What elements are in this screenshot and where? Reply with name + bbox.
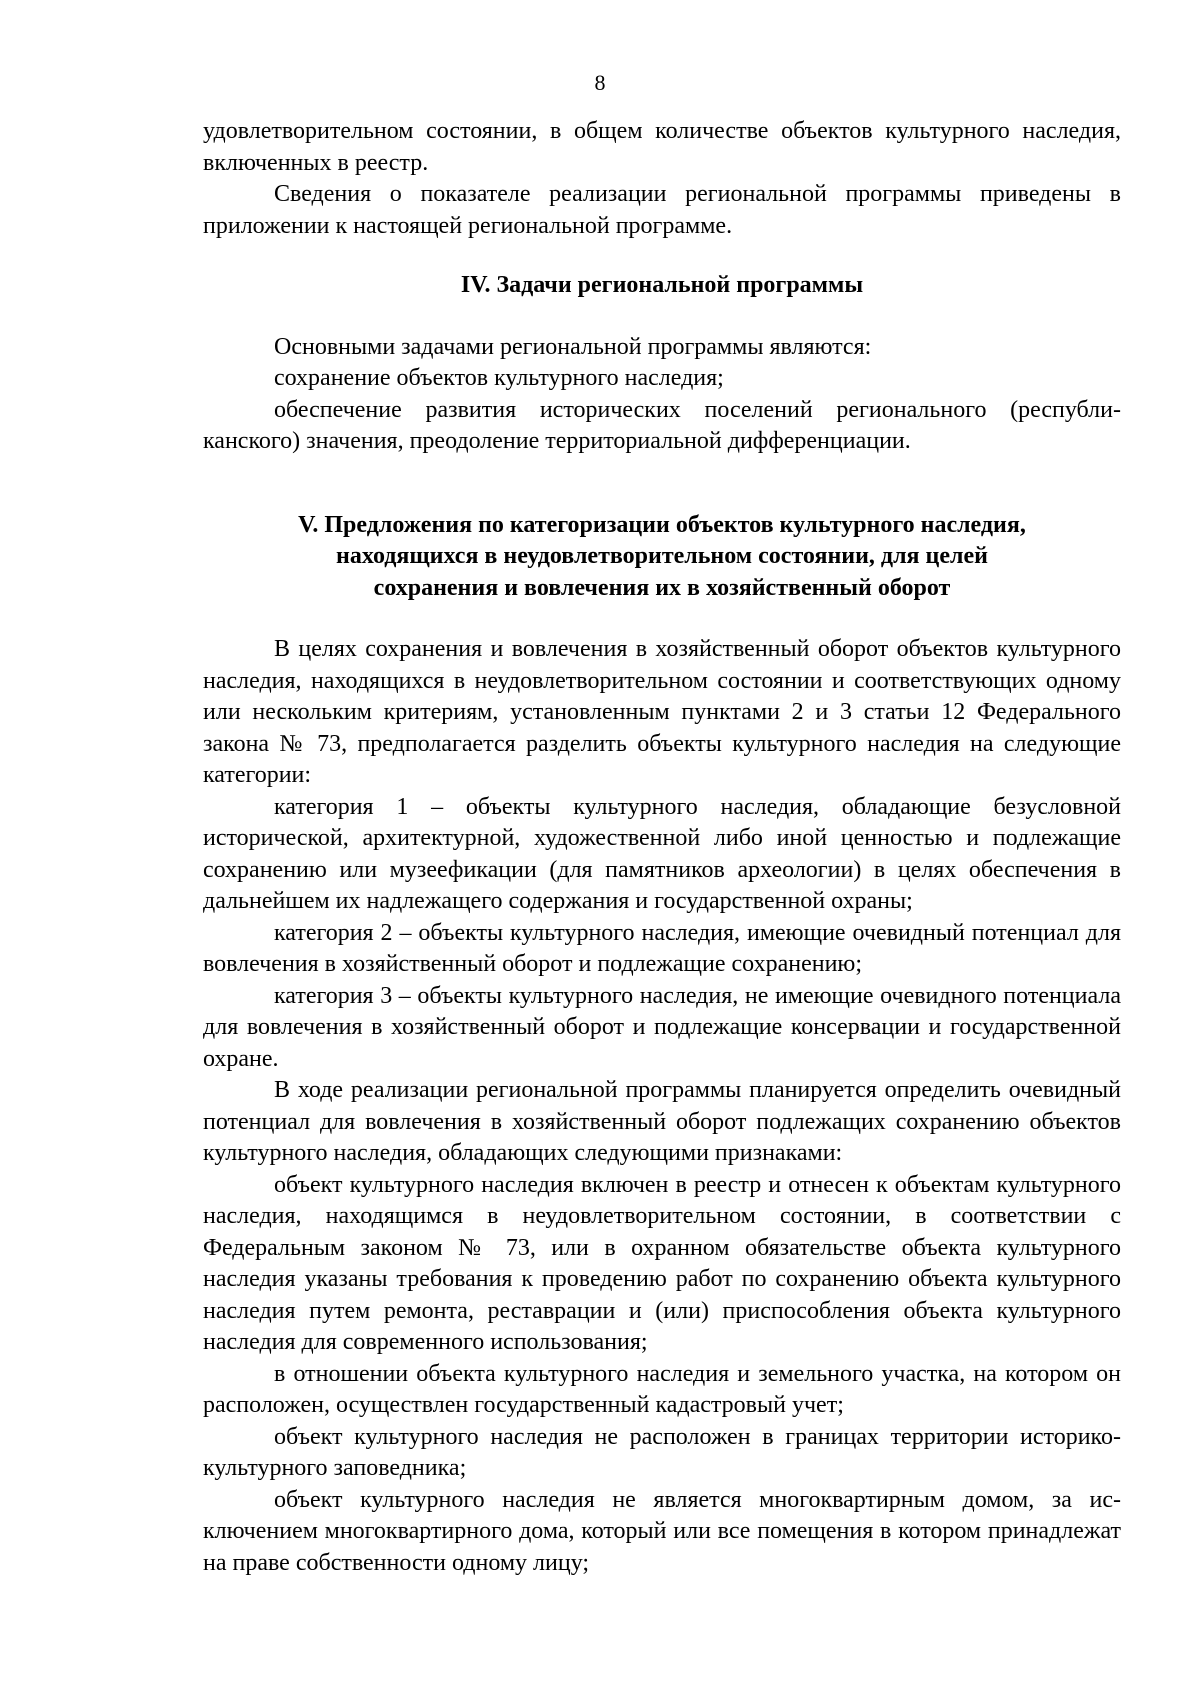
section-heading-v	[203, 510, 1121, 605]
paragraph: обеспечение развития исторических поселений регионального (республиканского) значения, преодоление территориальной дифференциации.	[203, 396, 1121, 454]
paragraph: категория 3 – объекты культурного наследия, не имеющие очевидного потенциала для вовлечения в хозяйственный оборот и подлежащие консервации и государственной охране.	[203, 982, 1121, 1072]
paragraph: Сведения о показателе реализации региональной программы приведены в приложении к настоящей региональной программе.	[203, 181, 1121, 239]
heading-line: находящихся в неудовлетворительном состоянии, для целей	[336, 543, 988, 569]
paragraph: категория 2 – объекты культурного наследия, имеющие очевидный потенциал для вовлечения в хозяйственный оборот и подлежащие сохранению;	[203, 919, 1121, 977]
paragraph: сохранение объектов культурного наследия;	[274, 365, 724, 391]
page-number: 8	[594, 70, 606, 95]
paragraph: объект культурного наследия включен в реестр и отнесен к объектам культурного наследия, находящимся в неудовлетворительном состоянии, в соответствии с Федеральным законом № 73, или в охранном обязательстве объекта культурного наследия указаны требования к проведению работ по сохранению объекта культурного наследия путем ремонта, реставрации и (или) приспособления объекта культурного наследия для современного использования;	[203, 1171, 1121, 1355]
paragraph: В ходе реализации региональной программы планируется определить очевидный потенциал для вовлечения в хозяйственный оборот подлежащих сохранению объектов культурного наследия, обладающих следующими признаками:	[203, 1077, 1121, 1166]
paragraph: удовлетворительном состоянии, в общем количестве объектов культурного наследия, включенных в реестр.	[203, 118, 1121, 176]
paragraph: В целях сохранения и вовлечения в хозяйственный оборот объектов культурного наследия, находящихся в неудовлетворительном состоянии и соответствующих одному или нескольким критериям, установленным пунктами 2 и 3 статьи 12 Федерального закона № 73, предполагается разделить объекты культурного наследия на следующие категории:	[203, 636, 1121, 788]
paragraph: категория 1 – объекты культурного наследия, обладающие безусловной исторической, архитектурной, художественной либо иной ценностью и подлежащие сохранению или музеефикации (для памятников археологии) в целях обеспечения в дальнейшем их надлежащего содержания и государственной охраны;	[203, 793, 1121, 914]
paragraph: объект культурного наследия не является многоквартирным домом, за исключением многоквартирного дома, который или все помещения в котором принадлежат на праве собственности одному лицу;	[203, 1486, 1121, 1576]
paragraph: в отношении объекта культурного наследия и земельного участка, на котором он расположен, осуществлен государственный кадастровый учет;	[203, 1360, 1121, 1418]
section-heading-iv: IV. Задачи региональной программы	[460, 272, 864, 298]
heading-line: сохранения и вовлечения их в хозяйственный оборот	[373, 574, 951, 601]
paragraph: Основными задачами региональной программы являются:	[274, 333, 872, 360]
heading-line: V. Предложения по категоризации объектов культурного наследия,	[298, 511, 1026, 538]
document-body	[203, 116, 1121, 1579]
paragraph: объект культурного наследия не расположен в границах территории историко-культурного заповедника;	[203, 1423, 1121, 1481]
